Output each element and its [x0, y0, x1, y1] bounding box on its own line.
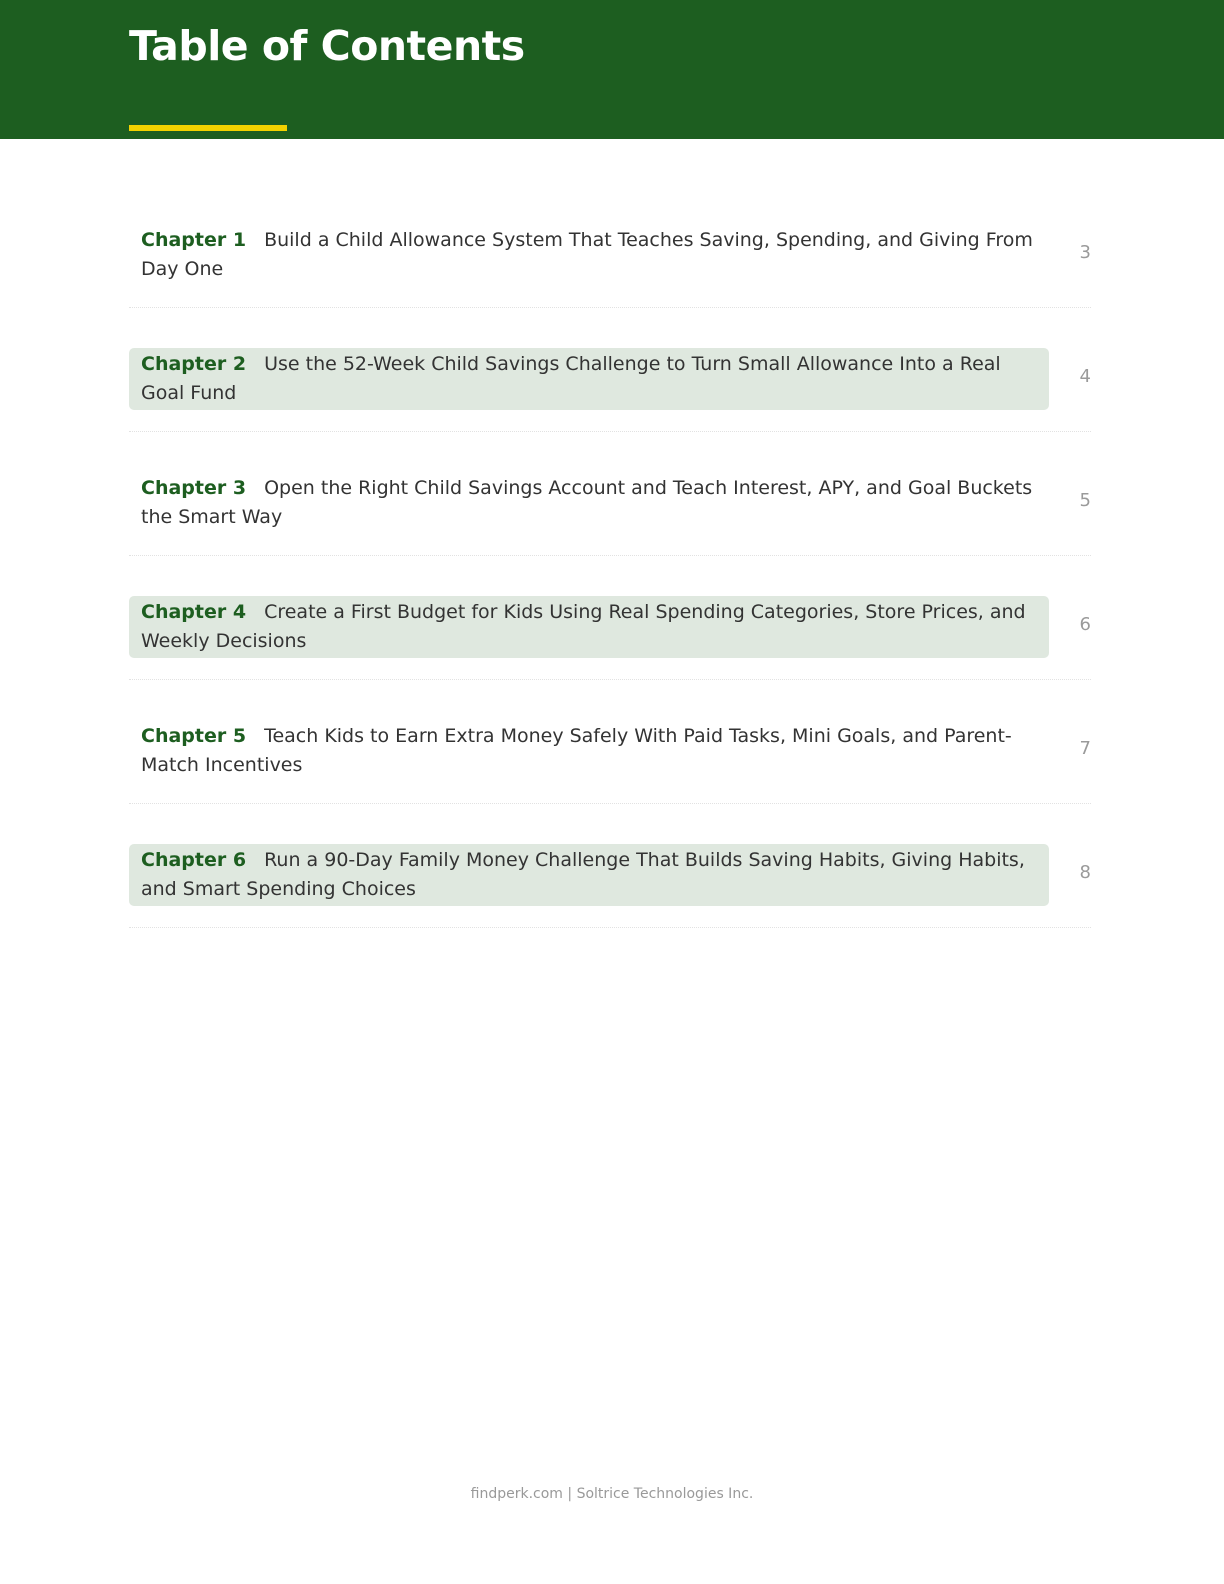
page-number: 3 — [1079, 242, 1091, 263]
page-title: Table of Contents — [129, 22, 525, 70]
toc-entry-text — [129, 844, 1049, 906]
chapter-title: Build a Child Allowance System That Teaches Saving, Spending, and Giving From Day One — [141, 229, 1033, 280]
toc-entry-chapter-5[interactable] — [129, 680, 1091, 804]
page-footer: findperk.com | Soltrice Technologies Inc. — [470, 1486, 754, 1502]
chapter-title: Run a 90-Day Family Money Challenge That Builds Saving Habits, Giving Habits, and Smart Spending Choices — [141, 849, 1025, 900]
toc-entry-text — [129, 348, 1049, 410]
toc-entry-chapter-2[interactable] — [129, 308, 1091, 432]
toc-entry-chapter-6[interactable] — [129, 804, 1091, 928]
chapter-label: Chapter 5 — [141, 725, 247, 747]
chapter-label: Chapter 1 — [141, 229, 247, 251]
chapter-title: Use the 52-Week Child Savings Challenge to Turn Small Allowance Into a Real Goal Fund — [141, 353, 1001, 404]
toc-entry-text — [129, 596, 1049, 658]
chapter-label: Chapter 2 — [141, 353, 247, 375]
page-number: 8 — [1079, 862, 1091, 883]
page-number: 7 — [1079, 738, 1091, 759]
toc-entry-chapter-4[interactable] — [129, 556, 1091, 680]
toc-entry-chapter-1[interactable] — [129, 184, 1091, 308]
chapter-label: Chapter 3 — [141, 477, 247, 499]
page-number: 4 — [1079, 366, 1091, 387]
chapter-title: Teach Kids to Earn Extra Money Safely With Paid Tasks, Mini Goals, and Parent-Match Incentives — [141, 725, 1012, 776]
chapter-title: Create a First Budget for Kids Using Real Spending Categories, Store Prices, and Weekly Decisions — [141, 601, 1026, 652]
page-header — [0, 0, 1224, 139]
toc-entry-text — [129, 224, 1049, 286]
toc-entry-text — [129, 472, 1049, 534]
toc-entry-chapter-3[interactable] — [129, 432, 1091, 556]
toc-list — [129, 184, 1091, 928]
toc-entry-text — [129, 720, 1049, 782]
chapter-title: Open the Right Child Savings Account and Teach Interest, APY, and Goal Buckets the Smart Way — [141, 477, 1033, 528]
chapter-label: Chapter 6 — [141, 849, 247, 871]
page-number: 5 — [1079, 490, 1091, 511]
title-accent-bar — [129, 125, 287, 131]
chapter-label: Chapter 4 — [141, 601, 247, 623]
page-number: 6 — [1079, 614, 1091, 635]
